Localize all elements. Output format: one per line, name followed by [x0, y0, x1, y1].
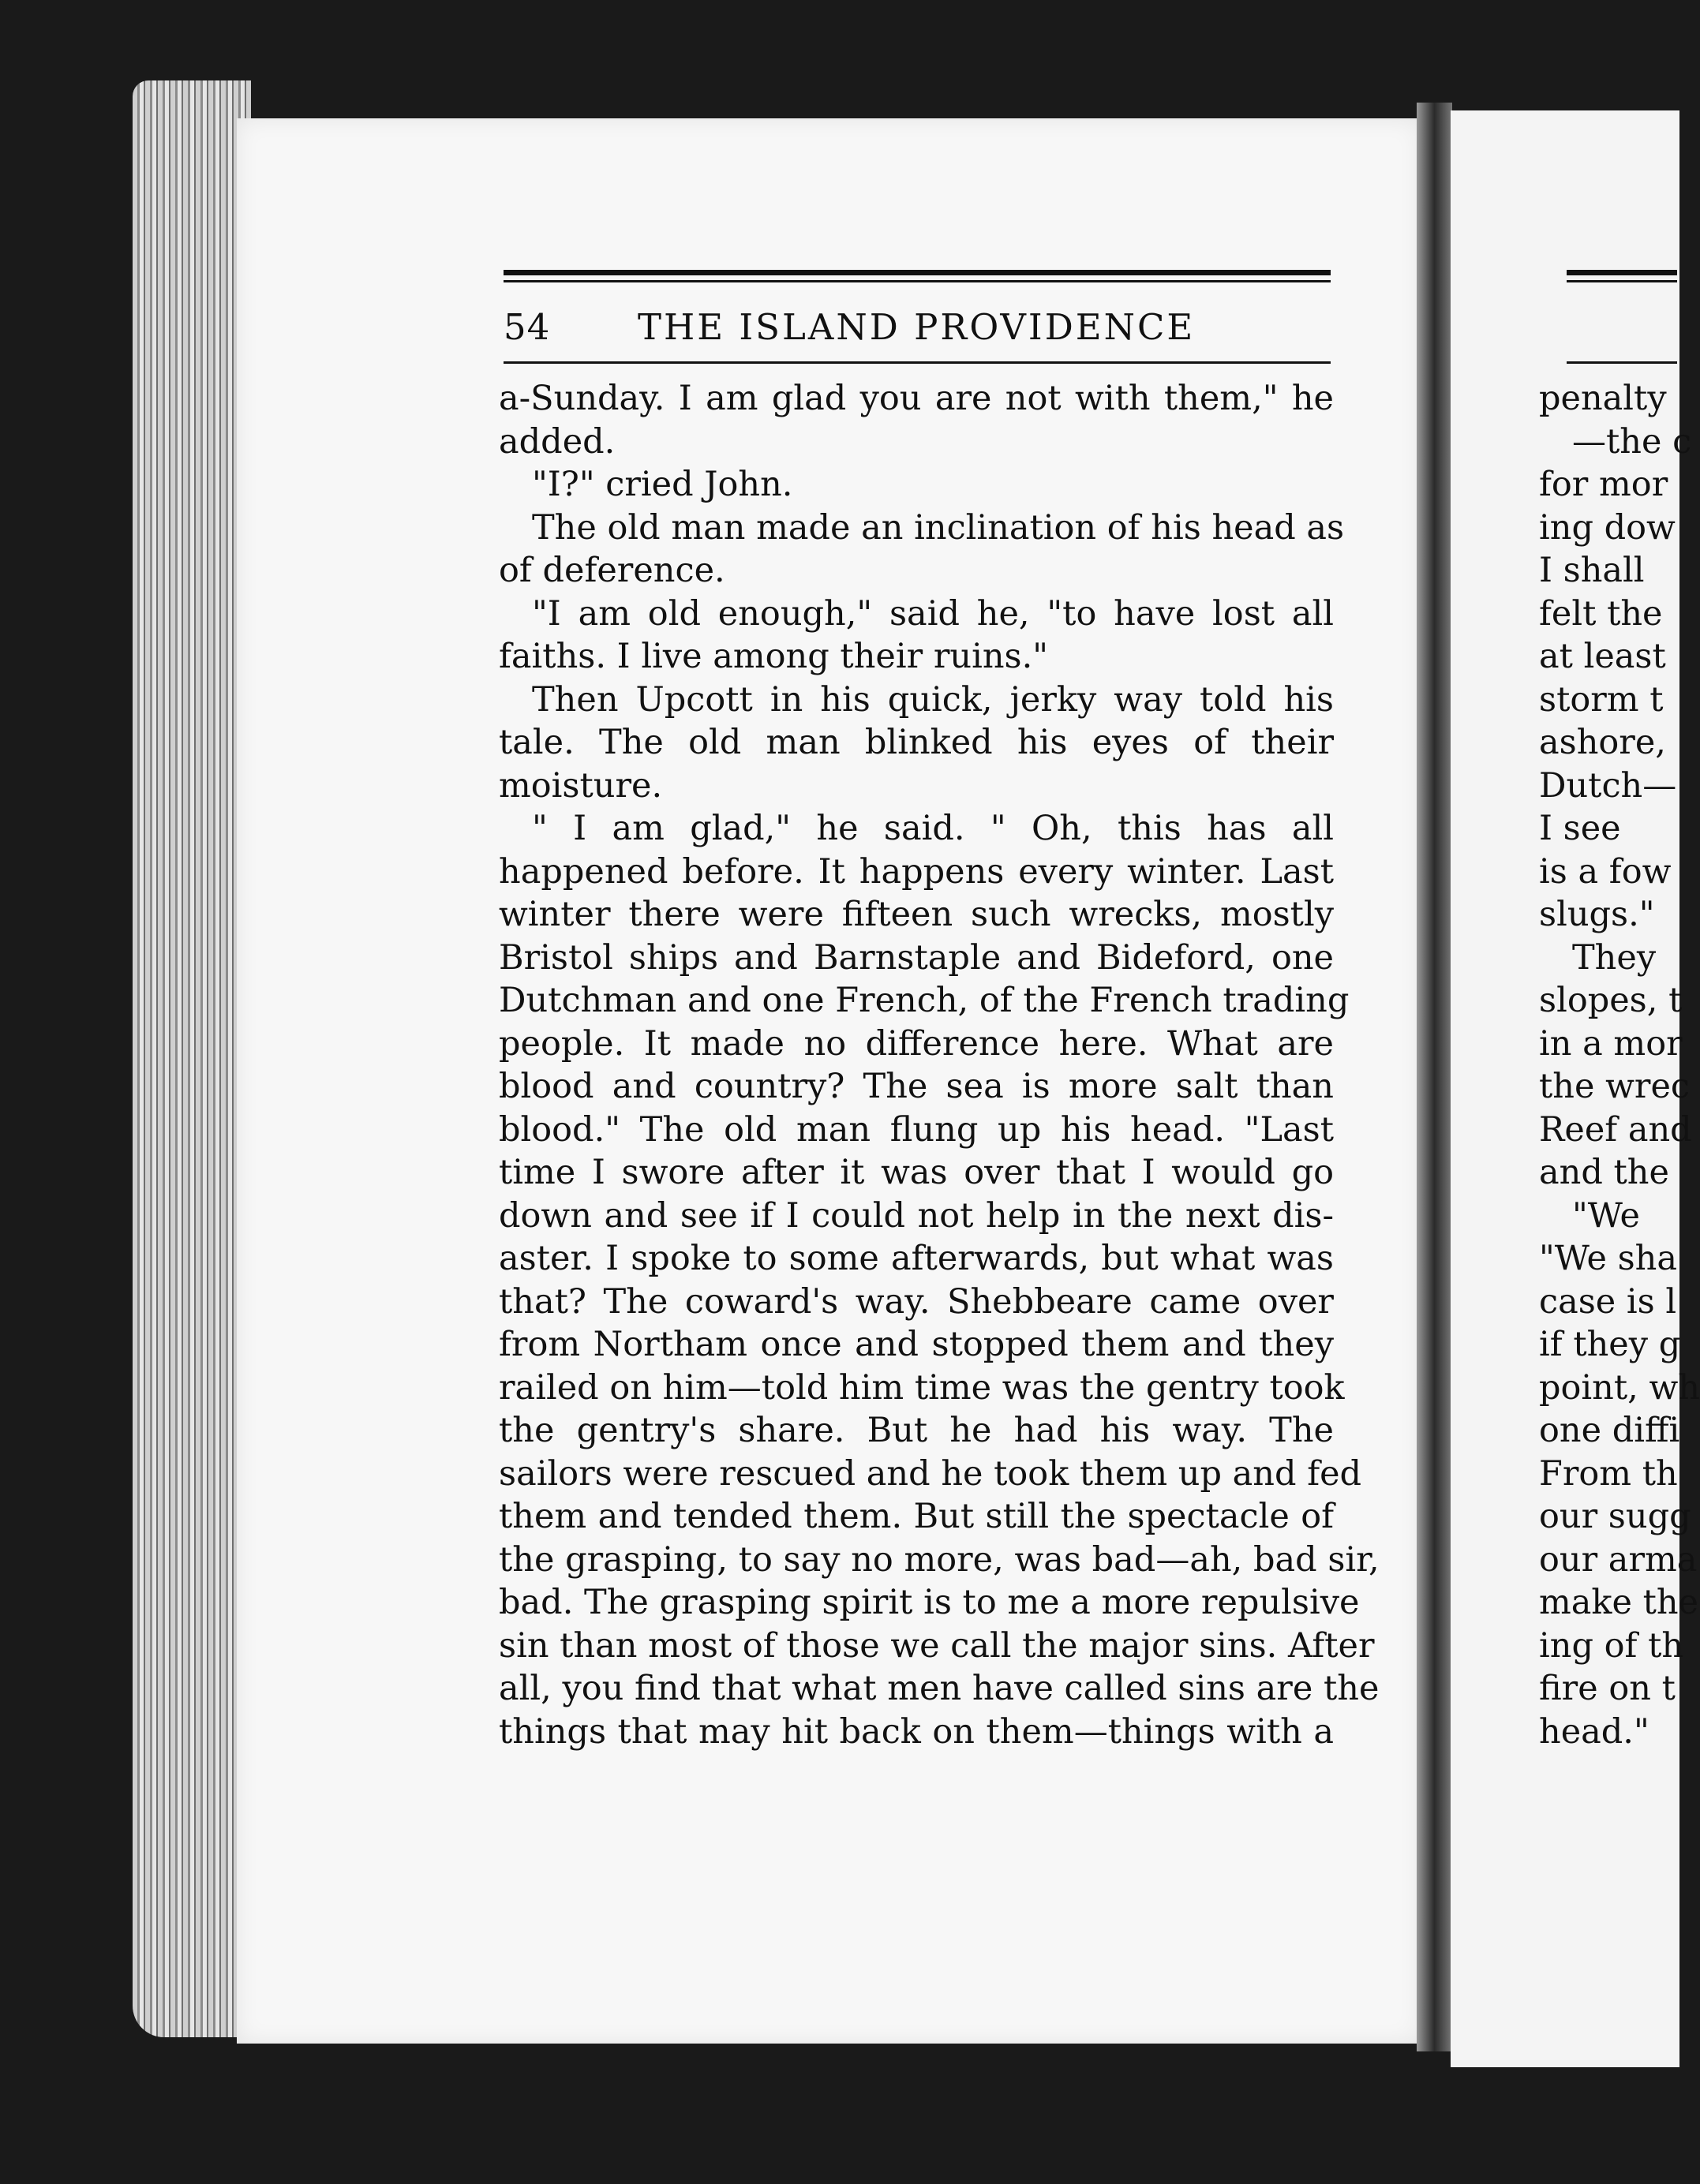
text-line: blood." The old man flung up his head. "Last [499, 1109, 1334, 1150]
text-line: time I swore after it was over that I would go [499, 1153, 1334, 1192]
text-line: They [1572, 937, 1657, 978]
header-double-rule [504, 270, 1331, 282]
text-line: The old man made an inclination of his head as [532, 507, 1345, 548]
text-line: point, wh [1539, 1367, 1700, 1408]
text-line: bad. The grasping spirit is to me a more repulsive [499, 1583, 1360, 1622]
text-line: railed on him—told him time was the gentry took [499, 1367, 1345, 1408]
text-line: Bristol ships and Barnstaple and Bideford, one [499, 937, 1334, 978]
text-line: slopes, t [1539, 981, 1683, 1020]
text-line: the wrec [1539, 1067, 1690, 1106]
text-line: them and tended them. But still the spectacle of [499, 1497, 1334, 1536]
text-line: a-Sunday. I am glad you are not with them," he [499, 379, 1334, 418]
right-page-body [1539, 377, 1700, 1753]
text-line: in a mor [1539, 1023, 1683, 1064]
text-line: added. [499, 421, 616, 462]
running-header [504, 306, 1331, 353]
text-line: winter there were fifteen such wrecks, mostly [499, 895, 1334, 934]
text-line: blood and country? The sea is more salt than [499, 1067, 1334, 1106]
book-gutter [1417, 103, 1452, 2051]
text-line: that? The coward's way. Shebbeare came over [499, 1281, 1334, 1322]
page-edges [133, 80, 251, 2037]
text-line: —the c [1572, 421, 1692, 462]
text-line: faiths. I live among their ruins." [499, 637, 1049, 676]
right-header-underline [1567, 361, 1677, 364]
text-line: "I?" cried John. [532, 465, 793, 504]
text-line: Dutchman and one French, of the French trading [499, 981, 1350, 1020]
text-line: "We sha [1539, 1239, 1677, 1278]
text-line: I see [1539, 809, 1621, 848]
left-page-body [499, 377, 1380, 1753]
text-line: the grasping, to say no more, was bad—ah, bad sir, [499, 1539, 1380, 1580]
text-line: storm t [1539, 679, 1664, 720]
text-line: our sugg [1539, 1497, 1691, 1536]
text-line: felt the [1539, 593, 1663, 634]
text-line: down and see if I could not help in the next dis- [499, 1195, 1334, 1236]
text-line: ing dow [1539, 507, 1676, 548]
text-line: fire on t [1539, 1669, 1676, 1708]
text-line: head." [1539, 1711, 1649, 1752]
text-line: tale. The old man blinked his eyes of their [499, 723, 1334, 762]
text-line: if they g [1539, 1325, 1681, 1364]
text-line: and the [1539, 1153, 1669, 1192]
text-line: I shall [1539, 551, 1645, 590]
text-line: ing of th [1539, 1625, 1684, 1666]
text-line: Dutch— [1539, 765, 1677, 806]
text-line: is a fow [1539, 851, 1672, 892]
text-line: sailors were rescued and he took them up and fed [499, 1453, 1362, 1494]
text-line: at least [1539, 637, 1666, 676]
right-header-rule [1567, 270, 1677, 275]
text-line: " I am glad," he said. " Oh, this has all [532, 809, 1334, 848]
header-rule [504, 361, 1331, 364]
right-header-rule-thin [1567, 280, 1677, 282]
text-line: Then Upcott in his quick, jerky way told his [532, 679, 1334, 720]
text-line: ashore, [1539, 723, 1666, 762]
text-line: happened before. It happens every winter. Last [499, 851, 1334, 892]
text-line: Reef and [1539, 1109, 1692, 1150]
text-line: slugs." [1539, 895, 1655, 934]
text-line: our arma [1539, 1539, 1698, 1580]
text-line: make the [1539, 1583, 1699, 1622]
text-line: sin than most of those we call the major sins. After [499, 1625, 1375, 1666]
text-line: all, you find that what men have called sins are the [499, 1669, 1380, 1708]
text-line: of deference. [499, 551, 725, 590]
text-line: from Northam once and stopped them and they [499, 1325, 1334, 1364]
text-line: From th [1539, 1453, 1678, 1494]
text-line: people. It made no difference here. What are [499, 1023, 1334, 1064]
page-number: 54 [504, 306, 551, 348]
text-line: "I am old enough," said he, "to have lost all [532, 593, 1334, 634]
text-line: penalty [1539, 379, 1667, 418]
running-title: THE ISLAND PROVIDENCE [638, 306, 1196, 348]
text-line: one diffi [1539, 1411, 1680, 1450]
text-line: for mor [1539, 465, 1668, 504]
text-line: the gentry's share. But he had his way. The [499, 1411, 1334, 1450]
text-line: case is l [1539, 1281, 1677, 1322]
text-line: things that may hit back on them—things with a [499, 1711, 1334, 1752]
text-line: aster. I spoke to some afterwards, but what was [499, 1239, 1334, 1278]
text-line: moisture. [499, 765, 663, 806]
text-line: "We [1572, 1195, 1640, 1236]
